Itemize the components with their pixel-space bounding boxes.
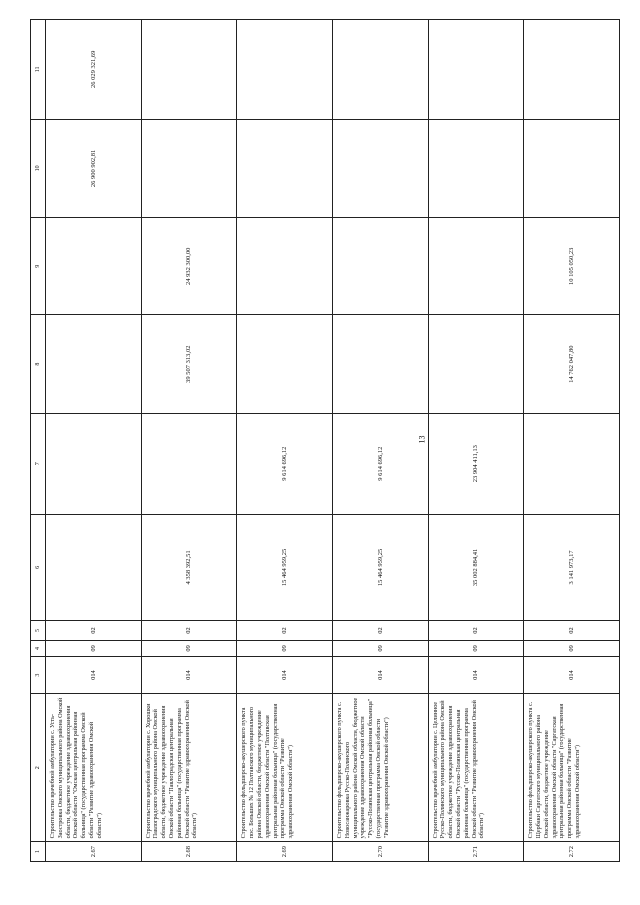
cell-col9 <box>428 218 524 315</box>
cell-col6: 15 464 959,25 <box>237 514 333 621</box>
cell-col10: 26 900 902,81 <box>46 119 142 217</box>
cell-col9 <box>332 218 428 315</box>
cell-col8: 14 762 047,80 <box>524 315 620 413</box>
col-header-10: 10 <box>31 119 46 217</box>
cell-col4: 09 <box>237 640 333 656</box>
page-number: 13 <box>417 435 427 444</box>
col-header-9: 9 <box>31 218 46 315</box>
cell-col3: 014 <box>428 657 524 694</box>
cell-col9 <box>46 218 142 315</box>
cell-col4: 09 <box>332 640 428 656</box>
cell-col8 <box>332 315 428 413</box>
cell-col10 <box>332 119 428 217</box>
cell-col11 <box>141 20 237 120</box>
cell-col3: 014 <box>332 657 428 694</box>
cell-col7: 9 614 696,12 <box>332 413 428 514</box>
cell-col6: 4 358 392,51 <box>141 514 237 621</box>
col-header-4: 4 <box>31 640 46 656</box>
col-header-5: 5 <box>31 621 46 641</box>
cell-col9 <box>237 218 333 315</box>
cell-col5: 02 <box>524 621 620 641</box>
table-row <box>46 20 142 862</box>
cell-col3: 014 <box>237 657 333 694</box>
cell-col11 <box>428 20 524 120</box>
row-description: Строительство врачебной амбулатории с. Хорошки Павлоградского муниципального района Омской области, бюджетное учреждение здравоохранения Омской области "Павлоградская центральная районная больница" (государственная программа Омской области "Развитие здравоохранения Омской области") <box>141 694 237 842</box>
cell-col7 <box>524 413 620 514</box>
budget-table <box>30 19 620 862</box>
cell-col3: 014 <box>46 657 142 694</box>
cell-col10 <box>428 119 524 217</box>
col-header-1: 1 <box>31 842 46 862</box>
cell-col11: 26 029 321,69 <box>46 20 142 120</box>
cell-col11 <box>237 20 333 120</box>
row-description: Строительство фельдшерско-акушерского пункта с. Щербаки Саргатского муниципального района Омской области, бюджетное учреждение здравоохранения Омской области "Саргатская центральная районная больница" (государственная программа Омской области "Развитие здравоохранения Омской области") <box>524 694 620 842</box>
cell-col10 <box>524 119 620 217</box>
row-description: Строительство врачебной амбулатории с. Целинное Русско-Полянского муниципального района Омской области, бюджетное учреждение здравоохранения Омской области "Русско-Полянская центральная районная больница" (государственная программа Омской области "Развитие здравоохранения Омской области") <box>428 694 524 842</box>
cell-col8 <box>428 315 524 413</box>
cell-col8 <box>46 315 142 413</box>
cell-col4: 09 <box>46 640 142 656</box>
cell-col8 <box>237 315 333 413</box>
cell-col9: 10 105 050,23 <box>524 218 620 315</box>
cell-col6: 15 464 959,25 <box>332 514 428 621</box>
rotated-table-container <box>30 19 620 862</box>
col-header-11: 11 <box>31 20 46 120</box>
cell-col4: 09 <box>428 640 524 656</box>
cell-col10 <box>237 119 333 217</box>
table-row <box>524 20 620 862</box>
cell-col8: 39 507 313,02 <box>141 315 237 413</box>
cell-col4: 09 <box>524 640 620 656</box>
cell-col10 <box>141 119 237 217</box>
table-row <box>237 20 333 862</box>
cell-col6: 3 141 973,17 <box>524 514 620 621</box>
col-header-6: 6 <box>31 514 46 621</box>
cell-col5: 02 <box>237 621 333 641</box>
cell-col7 <box>141 413 237 514</box>
cell-col6: 35 002 884,41 <box>428 514 524 621</box>
cell-col3: 014 <box>141 657 237 694</box>
header-row <box>31 20 46 862</box>
row-description: Строительство врачебной амбулатории с. Усть-Заостровка Омского муниципального района Омской области, бюджетное учреждение здравоохранения Омской области "Омская центральная районная больница" (государственная программа Омской области "Развитие здравоохранения Омской области") <box>46 694 142 842</box>
row-description: Строительство фельдшерско-акушерского пункта пос. Больших № 12 Полтавского муниципального района Омской области, бюджетное учреждение здравоохранения Омской области "Полтавская центральная районная больница" (государственная программа Омской области "Развитие здравоохранения Омской области") <box>237 694 333 842</box>
row-description: Строительство фельдшерско-акушерского пункта с. Новосанжаровка Русско-Полянского муниципального района Омской области, бюджетное учреждение здравоохранения Омской области "Русско-Полянская центральная районная больница" (государственная программа Омской области "Развитие здравоохранения Омской области") <box>332 694 428 842</box>
cell-col3: 014 <box>524 657 620 694</box>
cell-col4: 09 <box>141 640 237 656</box>
cell-col11 <box>332 20 428 120</box>
cell-col5: 02 <box>46 621 142 641</box>
cell-col5: 02 <box>428 621 524 641</box>
cell-col7: 23 904 411,13 <box>428 413 524 514</box>
col-header-7: 7 <box>31 413 46 514</box>
cell-col9: 24 932 300,00 <box>141 218 237 315</box>
cell-col7: 9 614 696,12 <box>237 413 333 514</box>
col-header-8: 8 <box>31 315 46 413</box>
cell-col5: 02 <box>332 621 428 641</box>
row-number: 2.67 <box>46 842 142 862</box>
col-header-3: 3 <box>31 657 46 694</box>
cell-col11 <box>524 20 620 120</box>
row-number: 2.69 <box>237 842 333 862</box>
table-row <box>332 20 428 862</box>
table-row <box>141 20 237 862</box>
cell-col6 <box>46 514 142 621</box>
row-number: 2.68 <box>141 842 237 862</box>
row-number: 2.70 <box>332 842 428 862</box>
table-row <box>428 20 524 862</box>
row-number: 2.72 <box>524 842 620 862</box>
cell-col7 <box>46 413 142 514</box>
col-header-2: 2 <box>31 694 46 842</box>
row-number: 2.71 <box>428 842 524 862</box>
cell-col5: 02 <box>141 621 237 641</box>
